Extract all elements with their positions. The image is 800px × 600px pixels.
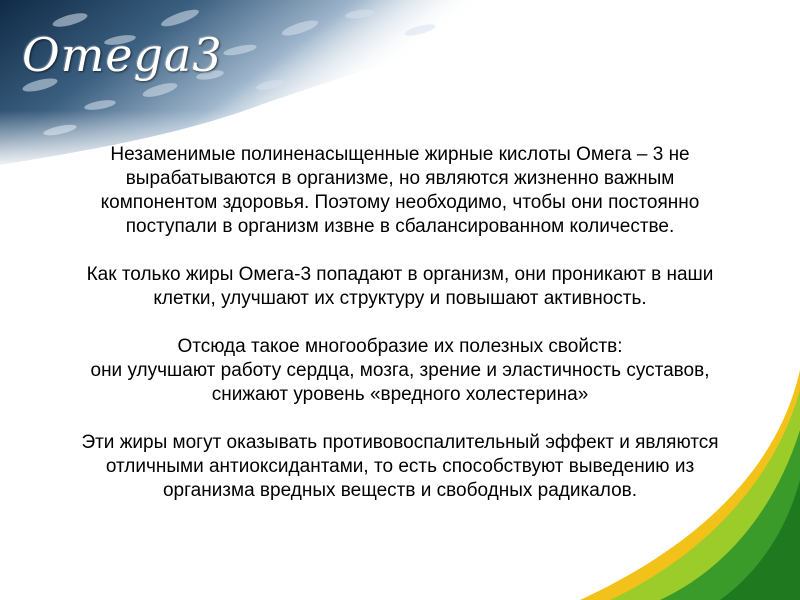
text-line: Незаменимые полиненасыщенные жирные кислоты Омега – 3 не: [110, 144, 690, 165]
paragraph-antioxidants: [40, 431, 760, 503]
text-line: вырабатываются в организме, но являются жизненно важным: [125, 168, 675, 189]
text-line: поступали в организм извне в сбалансированном количестве.: [125, 216, 675, 237]
text-line: снижают уровень «вредного холестерина»: [211, 384, 589, 405]
text-line: отличными антиоксидантами, то есть способствуют выведению из: [105, 456, 695, 477]
text-line: Эти жиры могут оказывать противовоспалительный эффект и являются: [81, 432, 719, 453]
paragraph-cells: [40, 263, 760, 311]
main-text: [40, 143, 760, 527]
text-line: Как только жиры Омега-3 попадают в организм, они проникают в наши: [86, 264, 714, 285]
text-line: организма вредных веществ и свободных радикалов.: [162, 480, 638, 501]
text-line: клетки, улучшают их структуру и повышают активность.: [153, 288, 647, 309]
paragraph-intro: [40, 143, 760, 239]
text-line: они улучшают работу сердца, мозга, зрение и эластичность суставов,: [90, 360, 710, 381]
text-line: Отсюда такое многообразие их полезных свойств:: [177, 336, 623, 357]
paragraph-properties: [40, 335, 760, 407]
omega3-logo: Omega3: [22, 28, 223, 82]
text-line: компонентом здоровья. Поэтому необходимо, чтобы они постоянно: [100, 192, 700, 213]
